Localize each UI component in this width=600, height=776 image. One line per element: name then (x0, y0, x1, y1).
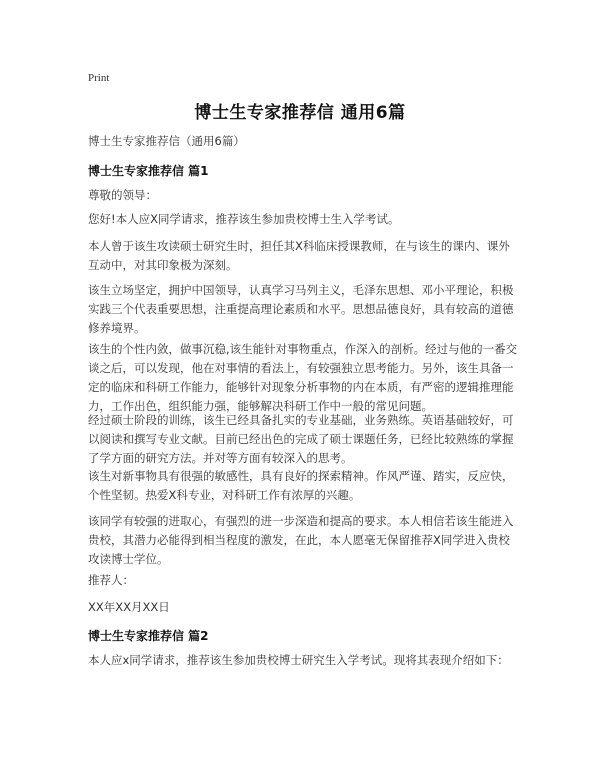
paragraph: 本人应x同学请求，推荐该生参加贵校博士研究生入学考试。现将其表现介绍如下： (88, 653, 509, 667)
paragraph: 您好!本人应X同学请求，推荐该生参加贵校博士生入学考试。 (88, 212, 400, 226)
signature-label: 推荐人： (88, 573, 134, 587)
print-label: Print (88, 72, 110, 84)
paragraph: 该生的个性内敛，做事沉稳,该生能针对事物重点，作深入的剖析。经过与他的一番交谈之后，可以发现，他在对事情的看法上，有较强独立思考能力。另外，该生具备一定的临床和科研工作能力，能够针对现象分析事物的内在本质，有严密的逻辑推理能力，工作出色，组织能力强，能够解决科研工作中一般的常见问题。 (88, 342, 518, 413)
section-heading-2: 博士生专家推荐信 篇2 (88, 629, 209, 643)
paragraph: 该同学有较强的进取心，有强烈的进一步深造和提高的要求。本人相信若该生能进入贵校，其潜力必能得到相当程度的激发，在此，本人愿毫无保留推荐X同学进入贵校攻读博士学位。 (88, 514, 514, 566)
date-line: XX年XX月XX日 (88, 600, 170, 614)
paragraph: 该生立场坚定，拥护中国领导，认真学习马列主义，毛泽东思想、邓小平理论，积极实践三个代表重要思想，注重提高理论素质和水平。思想品德良好，具有较高的道德修养境界。 (88, 283, 514, 335)
document-subtitle: 博士生专家推荐信（通用6篇） (88, 134, 245, 148)
paragraph: 本人曾于该生攻读硕士研究生时，担任其X科临床授课教师，在与该生的课内、课外互动中，对其印象极为深刻。 (88, 239, 510, 272)
paragraph: 尊敬的领导： (88, 188, 157, 202)
section-heading-1: 博士生专家推荐信 篇1 (88, 164, 209, 178)
paragraph: 该生对新事物具有很强的敏感性，具有良好的探索精神。作风严谨、踏实，反应快，个性坚韧。热爱X科专业，对科研工作有浓厚的兴趣。 (88, 469, 514, 502)
paragraph: 经过硕士阶段的训练，该生已经具备扎实的专业基础，业务熟练。英语基础较好，可以阅读和撰写专业文献。目前已经出色的完成了硕士课题任务，已经比较熟练的掌握了学方面的研究方法。并对等方面有较深入的思考。 (88, 413, 514, 465)
document-title: 博士生专家推荐信 通用6篇 (194, 103, 406, 123)
